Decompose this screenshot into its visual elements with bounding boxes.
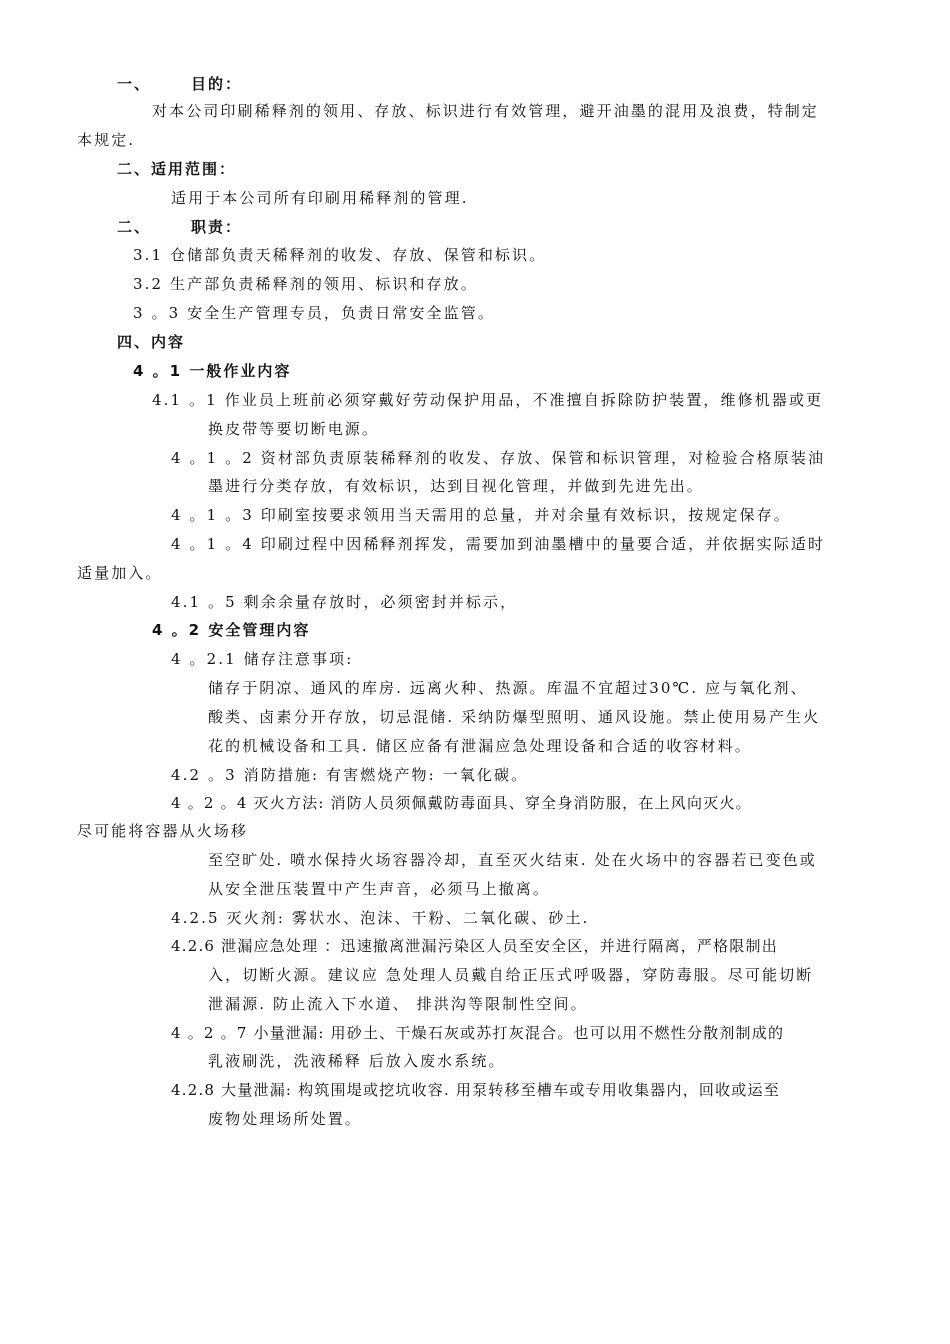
- responsibility-3-2: 3.2 生产部负责稀释剂的领用、标识和存放。: [133, 275, 478, 293]
- item-4-1-5: 4.1 。5 剩余余量存放时，必须密封并标示，: [171, 593, 518, 611]
- subsection-4-2-title: 4 。2 安全管理内容: [152, 621, 311, 639]
- item-4-2-6-line-1: 4.2.6 泄漏应急处理 ：迅速撤离泄漏污染区人员至安全区，并进行隔离，严格限制出: [171, 937, 778, 955]
- item-4-2-1-title: 4 。2.1 储存注意事项:: [171, 650, 354, 668]
- item-4-1-2-line-2: 墨进行分类存放，有效标识，达到目视化管理，并做到先进先出。: [208, 477, 704, 495]
- section-1-text-line-1: 对本公司印刷稀释剂的领用、存放、标识进行有效管理，避开油墨的混用及浪费，特制定: [152, 102, 819, 120]
- item-4-2-1-line-2: 酸类、卤素分开存放，切忌混储. 采纳防爆型照明、通风设施。禁止使用易产生火: [208, 708, 821, 726]
- section-3-number: 二、: [117, 218, 152, 236]
- item-4-2-4-line-2: 尽可能将容器从火场移: [77, 822, 249, 840]
- item-4-1-1-line-1: 4.1 。1 作业员上班前必须穿戴好劳动保护用品，不准擅自拆除防护装置，维修机器或更: [152, 391, 824, 409]
- item-4-2-7-line-1: 4 。2 。7 小量泄漏: 用砂土、干燥石灰或苏打灰混合。也可以用不燃性分散剂制成的: [171, 1024, 785, 1042]
- item-4-2-7-line-2: 乳液刷洗，洗液稀释 后放入废水系统。: [208, 1052, 506, 1070]
- responsibility-3-1: 3.1 仓储部负责天稀释剂的收发、存放、保管和标识。: [133, 246, 547, 264]
- item-4-1-2-line-1: 4 。1 。2 资材部负责原装稀释剂的收发、存放、保管和标识管理，对检验合格原装油: [171, 449, 826, 467]
- section-1-text-line-2: 本规定.: [77, 131, 136, 149]
- section-2-text: 适用于本公司所有印刷用稀释剂的管理.: [171, 189, 469, 207]
- section-2-title: 二、适用范围：: [117, 160, 237, 178]
- item-4-2-4-line-1: 4 。2 。4 灭火方法: 消防人员须佩戴防毒面具、穿全身消防服，在上风向灭火。: [171, 794, 752, 812]
- item-4-2-1-line-1: 储存于阴凉、通风的库房. 远离火种、热源。库温不宜超过30℃. 应与氧化剂、: [208, 679, 808, 697]
- item-4-2-3: 4.2 。3 消防措施: 有害燃烧产物: 一氧化碳。: [171, 766, 529, 784]
- item-4-2-6-line-2: 入，切断火源。建议应 急处理人员戴自给正压式呼吸器，穿防毒服。尽可能切断: [208, 966, 814, 984]
- item-4-2-8-line-1: 4.2.8 大量泄漏: 构筑围堤或挖坑收容. 用泵转移至槽车或专用收集器内，回收或运至: [171, 1081, 780, 1099]
- item-4-1-1-line-2: 换皮带等要切断电源。: [208, 420, 380, 438]
- item-4-1-4-line-1: 4 。1 。4 印刷过程中因稀释剂挥发，需要加到油墨槽中的量要合适，并依据实际适时: [171, 535, 826, 553]
- section-4-title: 四、内容: [117, 333, 186, 351]
- section-1-number: 一、: [117, 75, 152, 93]
- item-4-2-4-line-4: 从安全泄压装置中产生声音，必须马上撤离。: [208, 880, 551, 898]
- item-4-2-8-line-2: 废物处理场所处置。: [208, 1110, 362, 1128]
- item-4-1-4-line-2: 适量加入。: [77, 564, 163, 582]
- subsection-4-1-title: 4 。1 一般作业内容: [133, 362, 292, 380]
- responsibility-3-3: 3 。3 安全生产管理专员，负责日常安全监管。: [133, 304, 495, 322]
- item-4-2-4-line-3: 至空旷处. 喷水保持火场容器冷却，直至灭火结束. 处在火场中的容器若已变色或: [208, 851, 817, 869]
- item-4-2-1-line-3: 花的机械设备和工具. 储区应备有泄漏应急处理设备和合适的收容材料。: [208, 737, 752, 755]
- item-4-2-6-line-3: 泄漏源. 防止流入下水道、 排洪沟等限制性空间。: [208, 995, 588, 1013]
- item-4-1-3: 4 。1 。3 印刷室按要求领用当天需用的总量，并对余量有效标识，按规定保存。: [171, 506, 791, 524]
- section-1-title: 目的：: [191, 75, 243, 93]
- item-4-2-5: 4.2.5 灭火剂: 雾状水、泡沫、干粉、二氧化碳、砂土.: [171, 909, 590, 927]
- section-3-title: 职责：: [191, 218, 243, 236]
